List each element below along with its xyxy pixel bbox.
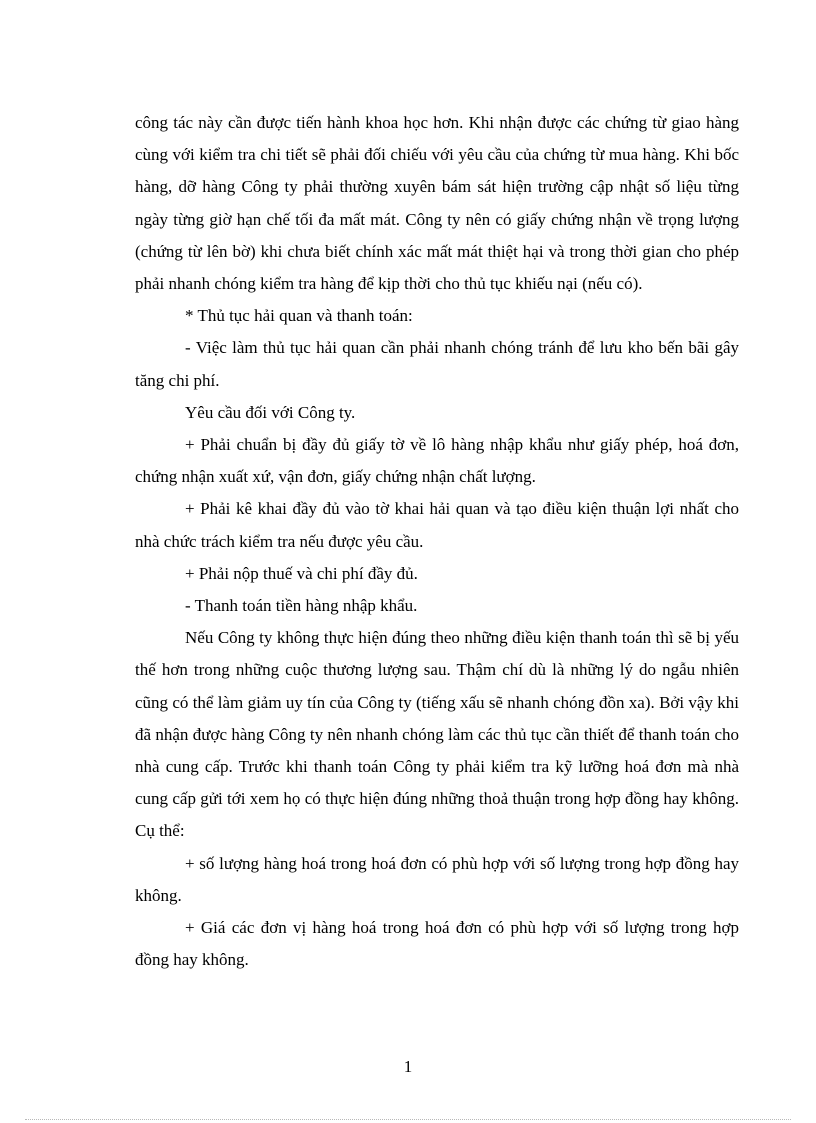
footer-divider — [25, 1119, 791, 1120]
document-body — [135, 107, 739, 976]
list-item-pay-taxes: + Phải nộp thuế và chi phí đầy đủ. — [185, 563, 418, 583]
list-item-customs-declaration: + Phải kê khai đầy đủ vào tờ khai hải quan và tạo điều kiện thuận lợi nhất cho nhà chức trách kiểm tra nếu được yêu cầu. — [135, 499, 739, 551]
paragraph-company-requirements: Yêu cầu đối với Công ty. — [185, 402, 356, 422]
paragraph-import-payment: - Thanh toán tiền hàng nhập khẩu. — [185, 596, 418, 616]
paragraph-customs-procedure: - Việc làm thủ tục hải quan cần phải nhanh chóng tránh để lưu kho bến bãi gây tăng chi phí. — [135, 338, 739, 390]
list-item-price-check: + Giá các đơn vị hàng hoá trong hoá đơn có phù hợp với số lượng trong hợp đồng hay không. — [135, 918, 739, 970]
list-item-prepare-documents: + Phải chuẩn bị đầy đủ giấy tờ về lô hàng nhập khẩu như giấy phép, hoá đơn, chứng nhận xuất xứ, vận đơn, giấy chứng nhận chất lượng. — [135, 435, 739, 487]
paragraph-payment-conditions: Nếu Công ty không thực hiện đúng theo những điều kiện thanh toán thì sẽ bị yếu thế hơn trong những cuộc thương lượng sau. Thậm chí dù là những lý do ngẫu nhiên cũng có thể làm giảm uy tín của Công ty (tiếng xấu sẽ nhanh chóng đồn xa). Bởi vậy khi đã nhận được hàng Công ty nên nhanh chóng làm các thủ tục cần thiết để thanh toán cho nhà cung cấp. Trước khi thanh toán Công ty phải kiểm tra kỹ lưỡng hoá đơn mà nhà cung cấp gửi tới xem họ có thực hiện đúng những thoả thuận trong hợp đồng hay không. Cụ thể: — [135, 628, 739, 841]
list-item-quantity-check: + số lượng hàng hoá trong hoá đơn có phù hợp với số lượng trong hợp đồng hay không. — [135, 853, 739, 905]
paragraph-continuation: công tác này cần được tiến hành khoa học hơn. Khi nhận được các chứng từ giao hàng cùng với kiểm tra chi tiết sẽ phải đối chiếu với yêu cầu của chứng từ mua hàng. Khi bốc hàng, dỡ hàng Công ty phải thường xuyên bám sát hiện trường cập nhật số liệu từng ngày từng giờ hạn chế tối đa mất mát. Công ty nên có giấy chứng nhận về trọng lượng (chứng từ lên bờ) khi chưa biết chính xác mất mát thiệt hại và trong thời gian cho phép phải nhanh chóng kiểm tra hàng để kịp thời cho thủ tục khiếu nại (nếu có). — [135, 113, 739, 294]
heading-customs-and-payment: * Thủ tục hải quan và thanh toán: — [185, 306, 413, 326]
page-number: 1 — [403, 1057, 413, 1076]
